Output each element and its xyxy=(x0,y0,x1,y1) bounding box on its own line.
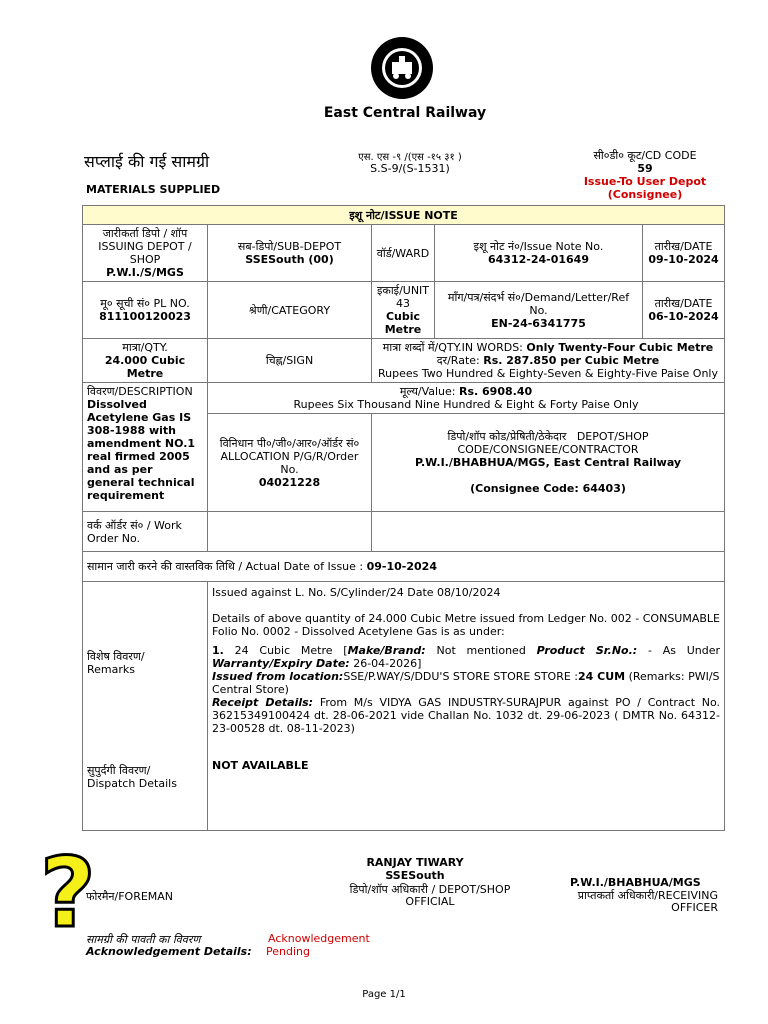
issuing-depot-cell xyxy=(83,225,208,282)
form-code: S.S-9/(S-1531) xyxy=(370,162,450,175)
allocation-value: 04021228 xyxy=(258,475,321,489)
rate-label: दर/Rate: xyxy=(436,354,480,367)
demand-value: EN-24-6341775 xyxy=(491,316,586,330)
qty-words-value: Only Twenty-Four Cubic Metre xyxy=(526,341,714,354)
category-label: श्रेणी/CATEGORY xyxy=(208,282,372,339)
actual-date-label: सामान जारी करने की वास्तविक तिथि / Actual Date of Issue : xyxy=(87,560,364,573)
rate-words: Rupees Two Hundred & Eighty-Seven & Eighty-Five Paise Only xyxy=(378,367,718,380)
issue-note-table xyxy=(82,205,725,831)
allocation-label-hi: विनिधान पी०/जी०/आर०/ऑर्डर सं० xyxy=(219,436,360,450)
consignee-code: (Consignee Code: 64403) xyxy=(470,482,626,495)
issuing-depot-value: P.W.I./S/MGS xyxy=(106,266,184,279)
rate-value: Rs. 287.850 per Cubic Metre xyxy=(483,354,660,367)
dispatch-label-hi: सुपुर्दगी विवरण/ xyxy=(87,764,151,777)
actual-date-cell xyxy=(83,552,725,582)
demand-label: माँग/पत्र/संदर्भ सं०/Demand/Letter/Ref No. xyxy=(447,290,630,317)
unit-code: 43 xyxy=(396,297,410,310)
question-mark-icon: ? xyxy=(40,837,96,949)
consignee-label-b: CODE/CONSIGNEE/CONTRACTOR xyxy=(457,443,639,456)
issuing-depot-label: ISSUING DEPOT / SHOP xyxy=(98,240,192,266)
unit-value: Cubic Metre xyxy=(384,310,422,336)
org-name: East Central Railway xyxy=(323,105,487,121)
receiving-name: P.W.I./BHABHUA/MGS xyxy=(570,876,701,889)
remarks-cell xyxy=(208,582,725,817)
description-value: Dissolved Acetylene Gas IS 308-1988 with amendment NO.1 real firmed 2005 and as per general technical requirement xyxy=(87,398,196,502)
sign-label: चिह्न/SIGN xyxy=(208,339,372,383)
demand-date-label: तारीख/DATE xyxy=(654,297,713,310)
issuing-depot-label-hi: जारीकर्ता डिपो / शॉप xyxy=(102,227,188,240)
receiving-label-hi: प्राप्तकर्ता अधिकारी/RECEIVING xyxy=(577,889,718,902)
remarks-label-cell xyxy=(83,582,208,817)
receiving-label: OFFICER xyxy=(671,901,718,914)
remarks-item: 1. 24 Cubic Metre [Make/Brand: Not mentioned Product Sr.No.: - As Under Warranty/Expiry Date: 26-04-2026] xyxy=(212,644,721,670)
qty-words-cell xyxy=(372,339,725,383)
value-cell xyxy=(208,383,725,414)
unit-cell xyxy=(372,282,435,339)
consignee-label-hi: डिपो/शॉप कोड/प्रेषिती/ठेकेदार xyxy=(447,430,567,443)
railway-logo xyxy=(370,36,434,100)
value-words: Rupees Six Thousand Nine Hundred & Eight & Forty Paise Only xyxy=(293,398,639,411)
ack-label: Acknowledgement Details: xyxy=(86,945,252,958)
demand-cell xyxy=(435,282,643,339)
remarks-line1: Issued against L. No. S/Cylinder/24 Date 08/10/2024 xyxy=(212,586,501,599)
pl-no-cell xyxy=(83,282,208,339)
work-order-empty xyxy=(372,512,725,552)
actual-date-value: 09-10-2024 xyxy=(366,560,437,573)
foreman-label: फोरमैन/FOREMAN xyxy=(86,890,174,903)
work-order-value xyxy=(208,512,372,552)
unit-label: इकाई/UNIT xyxy=(376,284,430,297)
description-label: विवरण/DESCRIPTION xyxy=(87,385,193,398)
sub-depot-value: SSESouth (00) xyxy=(245,253,334,266)
remarks-label-hi: विशेष विवरण/ xyxy=(87,650,145,663)
official-label-hi: डिपो/शॉप अधिकारी / DEPOT/SHOP xyxy=(349,883,511,896)
issue-note-title: इशू नोट/ISSUE NOTE xyxy=(83,206,725,225)
remarks-line2: Details of above quantity of 24.000 Cubic Metre issued from Ledger No. 002 - CONSUMABLE Folio No. 0002 - Dissolved Acetylene Gas is as under: xyxy=(212,612,720,638)
demand-date-value: 06-10-2024 xyxy=(648,310,719,323)
qty-cell xyxy=(83,339,208,383)
qty-words-label: मात्रा शब्दों में/QTY.IN WORDS: xyxy=(382,341,523,354)
allocation-label: ALLOCATION P/G/R/Order No. xyxy=(220,449,359,476)
work-order-label: वर्क ऑर्डर सं० / Work Order No. xyxy=(83,512,208,552)
remarks-label: Remarks xyxy=(87,663,135,676)
sub-depot-cell xyxy=(208,225,372,282)
title-english: MATERIALS SUPPLIED xyxy=(86,183,221,196)
official-post: SSESouth xyxy=(385,869,445,882)
cd-code-value: 59 xyxy=(637,162,653,175)
consignee-cell xyxy=(372,414,725,512)
form-code-hindi: एस. एस -९ /(एस -१५ ३१ ) xyxy=(358,152,462,163)
sub-depot-label: सब-डिपो/SUB-DEPOT xyxy=(237,240,342,253)
ack-label-hi: सामग्री की पावती का विवरण xyxy=(86,933,201,946)
qty-label: मात्रा/QTY. xyxy=(122,341,168,354)
page-number: Page 1/1 xyxy=(362,989,406,1000)
allocation-cell xyxy=(208,414,372,512)
description-cell xyxy=(83,383,208,512)
value-label: मूल्य/Value: xyxy=(399,385,456,398)
ack-status-2: Pending xyxy=(266,945,310,958)
value-value: Rs. 6908.40 xyxy=(459,385,533,398)
demand-date-cell xyxy=(643,282,725,339)
issue-no-cell xyxy=(435,225,643,282)
consignee-value: P.W.I./BHABHUA/MGS, East Central Railway xyxy=(414,456,682,469)
dispatch-label: Dispatch Details xyxy=(87,777,177,790)
dispatch-value: NOT AVAILABLE xyxy=(212,759,309,772)
consignee-label-a: DEPOT/SHOP xyxy=(576,430,649,443)
date-value: 09-10-2024 xyxy=(648,253,719,266)
title-hindi: सप्लाई की गई सामग्री xyxy=(84,152,210,171)
issue-no-label: इशू नोट नं०/Issue Note No. xyxy=(473,240,604,253)
remarks-receipt: Receipt Details: From M/s VIDYA GAS INDUSTRY-SURAJPUR against PO / Contract No. 36215349100424 dt. 28-06-2021 vide Challan No. 1032 dt. 29-06-2023 ( DMTR No. 64312-23-00528 dt. 08-11-2023) xyxy=(212,696,721,735)
issue-to-line2: (Consignee) xyxy=(607,188,683,201)
cd-code-label: सी०डी० कूट/CD CODE xyxy=(593,149,697,162)
issue-no-value: 64312-24-01649 xyxy=(488,253,589,266)
official-name: RANJAY TIWARY xyxy=(366,856,464,869)
official-label: OFFICIAL xyxy=(405,895,455,908)
pl-no-value: 811100120023 xyxy=(99,310,191,323)
date-label: तारीख/DATE xyxy=(654,240,713,253)
remarks-location: Issued from location:SSE/P.WAY/S/DDU'S STORE STORE STORE :24 CUM (Remarks: PWI/S Central Store) xyxy=(212,670,720,696)
pl-no-label: मू० सूची सं० PL NO. xyxy=(100,297,190,310)
date-cell xyxy=(643,225,725,282)
ack-status-1: Acknowledgement xyxy=(268,932,370,945)
issue-to-line1: Issue-To User Depot xyxy=(583,175,707,188)
ward-label: वॉर्ड/WARD xyxy=(372,225,435,282)
qty-value: 24.000 Cubic Metre xyxy=(104,354,186,380)
